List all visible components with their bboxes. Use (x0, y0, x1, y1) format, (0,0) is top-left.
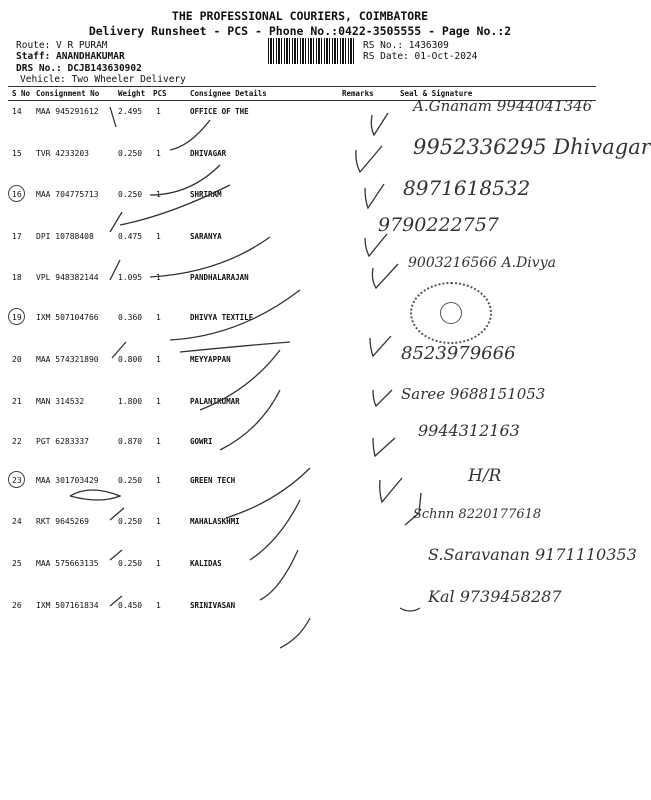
row-consignment: PGT 6283337 (36, 437, 89, 446)
handwritten-note: Kal 9739458287 (428, 587, 562, 606)
rs-date: RS Date: 01-Oct-2024 (363, 51, 478, 62)
row-pcs: 1 (156, 476, 161, 485)
row-consignee: SARANYA (190, 232, 222, 241)
row-sno: 18 (12, 273, 22, 282)
row-sno: 26 (12, 601, 22, 610)
row-pcs: 1 (156, 397, 161, 406)
handwritten-note: A.Gnanam 9944041346 (413, 97, 593, 115)
row-weight: 0.250 (118, 517, 143, 526)
row-consignment: DPI 10788408 (36, 232, 94, 241)
row-sno: 17 (12, 232, 22, 241)
row-sno: 24 (12, 517, 22, 526)
row-consignment: MAA 575663135 (36, 559, 99, 568)
row-pcs: 1 (156, 437, 161, 446)
row-consignee: DHIVYA TEXTILE (190, 313, 254, 322)
circle-mark (8, 308, 25, 325)
row-sno: 19 (12, 313, 22, 322)
handwritten-note: H/R (468, 466, 502, 486)
col-consignment: Consignment No (36, 89, 100, 98)
seal-stamp (410, 282, 492, 344)
circle-mark (8, 185, 25, 202)
table-row (8, 255, 596, 306)
row-consignee: KALIDAS (190, 559, 222, 568)
handwritten-note: 9952336295 Dhivagar (413, 135, 651, 159)
row-weight: 0.250 (118, 190, 143, 199)
row-pcs: 1 (156, 107, 161, 116)
route-label: Route: V R PURAM (16, 40, 108, 51)
row-consignment: MAA 574321890 (36, 355, 99, 364)
handwritten-note: Schnn 8220177618 (413, 507, 542, 522)
row-consignment: IXM 507161834 (36, 601, 99, 610)
row-sno: 25 (12, 559, 22, 568)
row-pcs: 1 (156, 601, 161, 610)
row-consignment: RKT 9645269 (36, 517, 89, 526)
row-weight: 0.360 (118, 313, 143, 322)
col-seal: Seal & Signature (400, 89, 473, 98)
row-consignee: PALANIKUMAR (190, 397, 240, 406)
handwritten-note: 9790222757 (378, 214, 499, 236)
row-consignment: MAA 704775713 (36, 190, 99, 199)
table-row (8, 343, 596, 388)
handwritten-note: 9003216566 A.Divya (408, 255, 556, 271)
row-pcs: 1 (156, 149, 161, 158)
row-pcs: 1 (156, 517, 161, 526)
row-consignee: GOWRI (190, 437, 213, 446)
table-row (8, 421, 596, 470)
col-consignee: Consignee Details (190, 89, 267, 98)
row-pcs: 1 (156, 190, 161, 199)
row-sno: 21 (12, 397, 22, 406)
row-weight: 0.800 (118, 355, 143, 364)
row-pcs: 1 (156, 232, 161, 241)
table-row (8, 545, 637, 592)
row-consignment: TVR 4233203 (36, 149, 89, 158)
row-consignment: IXM 507104766 (36, 313, 99, 322)
handwritten-note: 9944312163 (418, 421, 520, 440)
staff-label: Staff: ANANDHAKUMAR (16, 51, 125, 62)
row-pcs: 1 (156, 355, 161, 364)
col-weight: Weight (118, 89, 146, 98)
row-sno: 14 (12, 107, 22, 116)
row-weight: 0.250 (118, 476, 143, 485)
row-weight: 0.250 (118, 149, 143, 158)
col-sno: S No (12, 89, 31, 98)
barcode (268, 38, 356, 64)
row-weight: 0.450 (118, 601, 143, 610)
vehicle-label: Vehicle: Two Wheeler Delivery (20, 74, 186, 85)
row-sno: 20 (12, 355, 22, 364)
row-consignment: MAN 314532 (36, 397, 85, 406)
row-consignee: GREEN TECH (190, 476, 236, 485)
row-consignment: MAA 301703429 (36, 476, 99, 485)
rs-number: RS No.: 1436309 (363, 40, 449, 51)
row-pcs: 1 (156, 273, 161, 282)
row-sno: 22 (12, 437, 22, 446)
row-weight: 1.800 (118, 397, 143, 406)
row-consignee: SHRIRAM (190, 190, 222, 199)
handwritten-note: S.Saravanan 9171110353 (428, 545, 637, 564)
table-row (8, 468, 596, 509)
row-weight: 0.475 (118, 232, 143, 241)
circle-mark (8, 471, 25, 488)
handwritten-note: Saree 9688151053 (401, 385, 546, 403)
row-consignee: DHIVAGAR (190, 149, 227, 158)
row-weight: 1.095 (118, 273, 143, 282)
row-consignment: VPL 948382144 (36, 273, 99, 282)
col-remarks: Remarks (342, 89, 374, 98)
row-pcs: 1 (156, 559, 161, 568)
table-row (8, 176, 596, 223)
row-weight: 0.870 (118, 437, 143, 446)
row-weight: 2.495 (118, 107, 143, 116)
row-consignment: MAA 945291612 (36, 107, 99, 116)
row-pcs: 1 (156, 313, 161, 322)
row-consignee: OFFICE OF THE (190, 107, 249, 116)
row-consignee: PANDHALARAJAN (190, 273, 249, 282)
row-sno: 23 (12, 476, 22, 485)
row-consignee: MEYYAPPAN (190, 355, 231, 364)
table-row (8, 509, 596, 550)
table-row (8, 587, 596, 634)
row-weight: 0.250 (118, 559, 143, 568)
runsheet-title: Delivery Runsheet - PCS - Phone No.:0422-3505555 - Page No.:2 (88, 24, 512, 38)
table-row (8, 99, 596, 140)
row-sno: 15 (12, 149, 22, 158)
handwritten-note: 8971618532 (403, 176, 531, 200)
row-consignee: SRINIVASAN (190, 601, 236, 610)
row-consignee: MAHALASKHMI (190, 517, 240, 526)
col-pcs: PCS (153, 89, 167, 98)
handwritten-note: 8523979666 (401, 343, 516, 364)
company-title: THE PROFESSIONAL COURIERS, COIMBATORE (171, 9, 429, 23)
drs-number: DRS No.: DCJB143630902 (16, 63, 142, 74)
row-sno: 16 (12, 190, 22, 199)
table-row (8, 305, 596, 346)
